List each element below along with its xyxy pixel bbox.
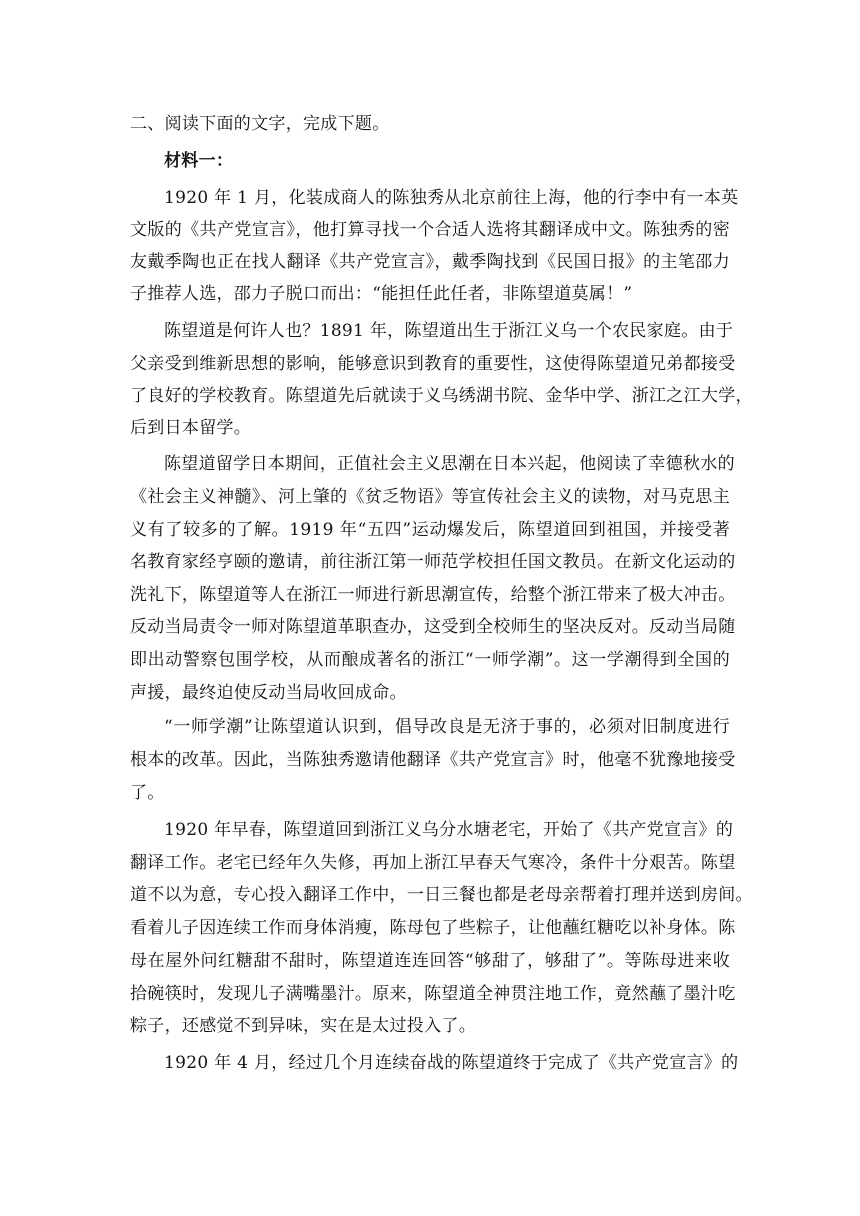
paragraph-line: 《社会主义神髓》、河上肇的《贫乏物语》等宣传社会主义的读物，对马克思主 — [130, 487, 730, 507]
paragraph-line: 文版的《共产党宣言》，他打算寻找一个合适人选将其翻译成中文。陈独秀的密 — [130, 220, 730, 240]
paragraph-line: 陈望道留学日本期间，正值社会主义思潮在日本兴起，他阅读了幸德秋水的 — [164, 454, 735, 474]
paragraph-line: 道不以为意，专心投入翻译工作中，一日三餐也都是老母亲帮着打理并送到房间。 — [130, 885, 753, 905]
paragraph-line: 根本的改革。因此，当陈独秀邀请他翻译《共产党宣言》时，他毫不犹豫地接受 — [130, 750, 736, 770]
paragraph-line: 母在屋外问红糖甜不甜时，陈望道连连回答“够甜了，够甜了”。等陈母进来收 — [130, 951, 730, 971]
paragraph-line: 了。 — [130, 783, 165, 803]
paragraph-line: 反动当局责令一师对陈望道革职查办，这受到全校师生的坚决反对。反动当局随 — [130, 617, 736, 637]
paragraph-line: 1920 年 1 月，化装成商人的陈独秀从北京前往上海，他的行李中有一本英 — [164, 188, 739, 208]
paragraph-line: 洗礼下，陈望道等人在浙江一师进行新思潮宣传，给整个浙江带来了极大冲击。 — [130, 585, 736, 605]
paragraph-line: 1920 年 4 月，经过几个月连续奋战的陈望道终于完成了《共产党宣言》的 — [164, 1053, 739, 1073]
paragraph-line: 父亲受到维新思想的影响，能够意识到教育的重要性，这使得陈望道兄弟都接受 — [130, 354, 736, 374]
paragraph-line: 名教育家经亨颐的邀请，前往浙江第一师范学校担任国文教员。在新文化运动的 — [130, 552, 736, 572]
paragraph-line: “一师学潮”让陈望道认识到，倡导改良是无济于事的，必须对旧制度进行 — [164, 717, 730, 737]
paragraph-line: 义有了较多的了解。1919 年“五四”运动爆发后，陈望道回到祖国，并接受著 — [130, 520, 730, 540]
paragraph-line: 后到日本留学。 — [130, 418, 252, 438]
paragraph-line: 子推荐人选，邵力子脱口而出：“能担任此任者，非陈望道莫属！” — [130, 284, 633, 304]
paragraph-line: 声援，最终迫使反动当局收回成命。 — [130, 683, 407, 703]
paragraph-line: 拾碗筷时，发现儿子满嘴墨汁。原来，陈望道全神贯注地工作，竟然蘸了墨汁吃 — [130, 984, 736, 1004]
material-label: 材料一： — [164, 151, 234, 171]
paragraph-line: 友戴季陶也正在找人翻译《共产党宣言》，戴季陶找到《民国日报》的主笔邵力 — [130, 252, 730, 272]
paragraph-line: 了良好的学校教育。陈望道先后就读于义乌绣湖书院、金华中学、浙江之江大学， — [130, 386, 753, 406]
paragraph-line: 看着儿子因连续工作而身体消瘦，陈母包了些粽子，让他蘸红糖吃以补身体。陈 — [130, 918, 736, 938]
paragraph-line: 陈望道是何许人也？1891 年，陈望道出生于浙江义乌一个农民家庭。由于 — [164, 321, 734, 341]
paragraph-line: 翻译工作。老宅已经年久失修，再加上浙江早春天气寒冷，条件十分艰苦。陈望 — [130, 853, 736, 873]
section-heading: 二、阅读下面的文字，完成下题。 — [130, 114, 390, 134]
paragraph-line: 即出动警察包围学校，从而酿成著名的浙江“一师学潮”。这一学潮得到全国的 — [130, 650, 730, 670]
paragraph-line: 粽子，还感觉不到异味，实在是太过投入了。 — [130, 1016, 476, 1036]
paragraph-line: 1920 年早春，陈望道回到浙江义乌分水塘老宅，开始了《共产党宣言》的 — [164, 820, 734, 840]
